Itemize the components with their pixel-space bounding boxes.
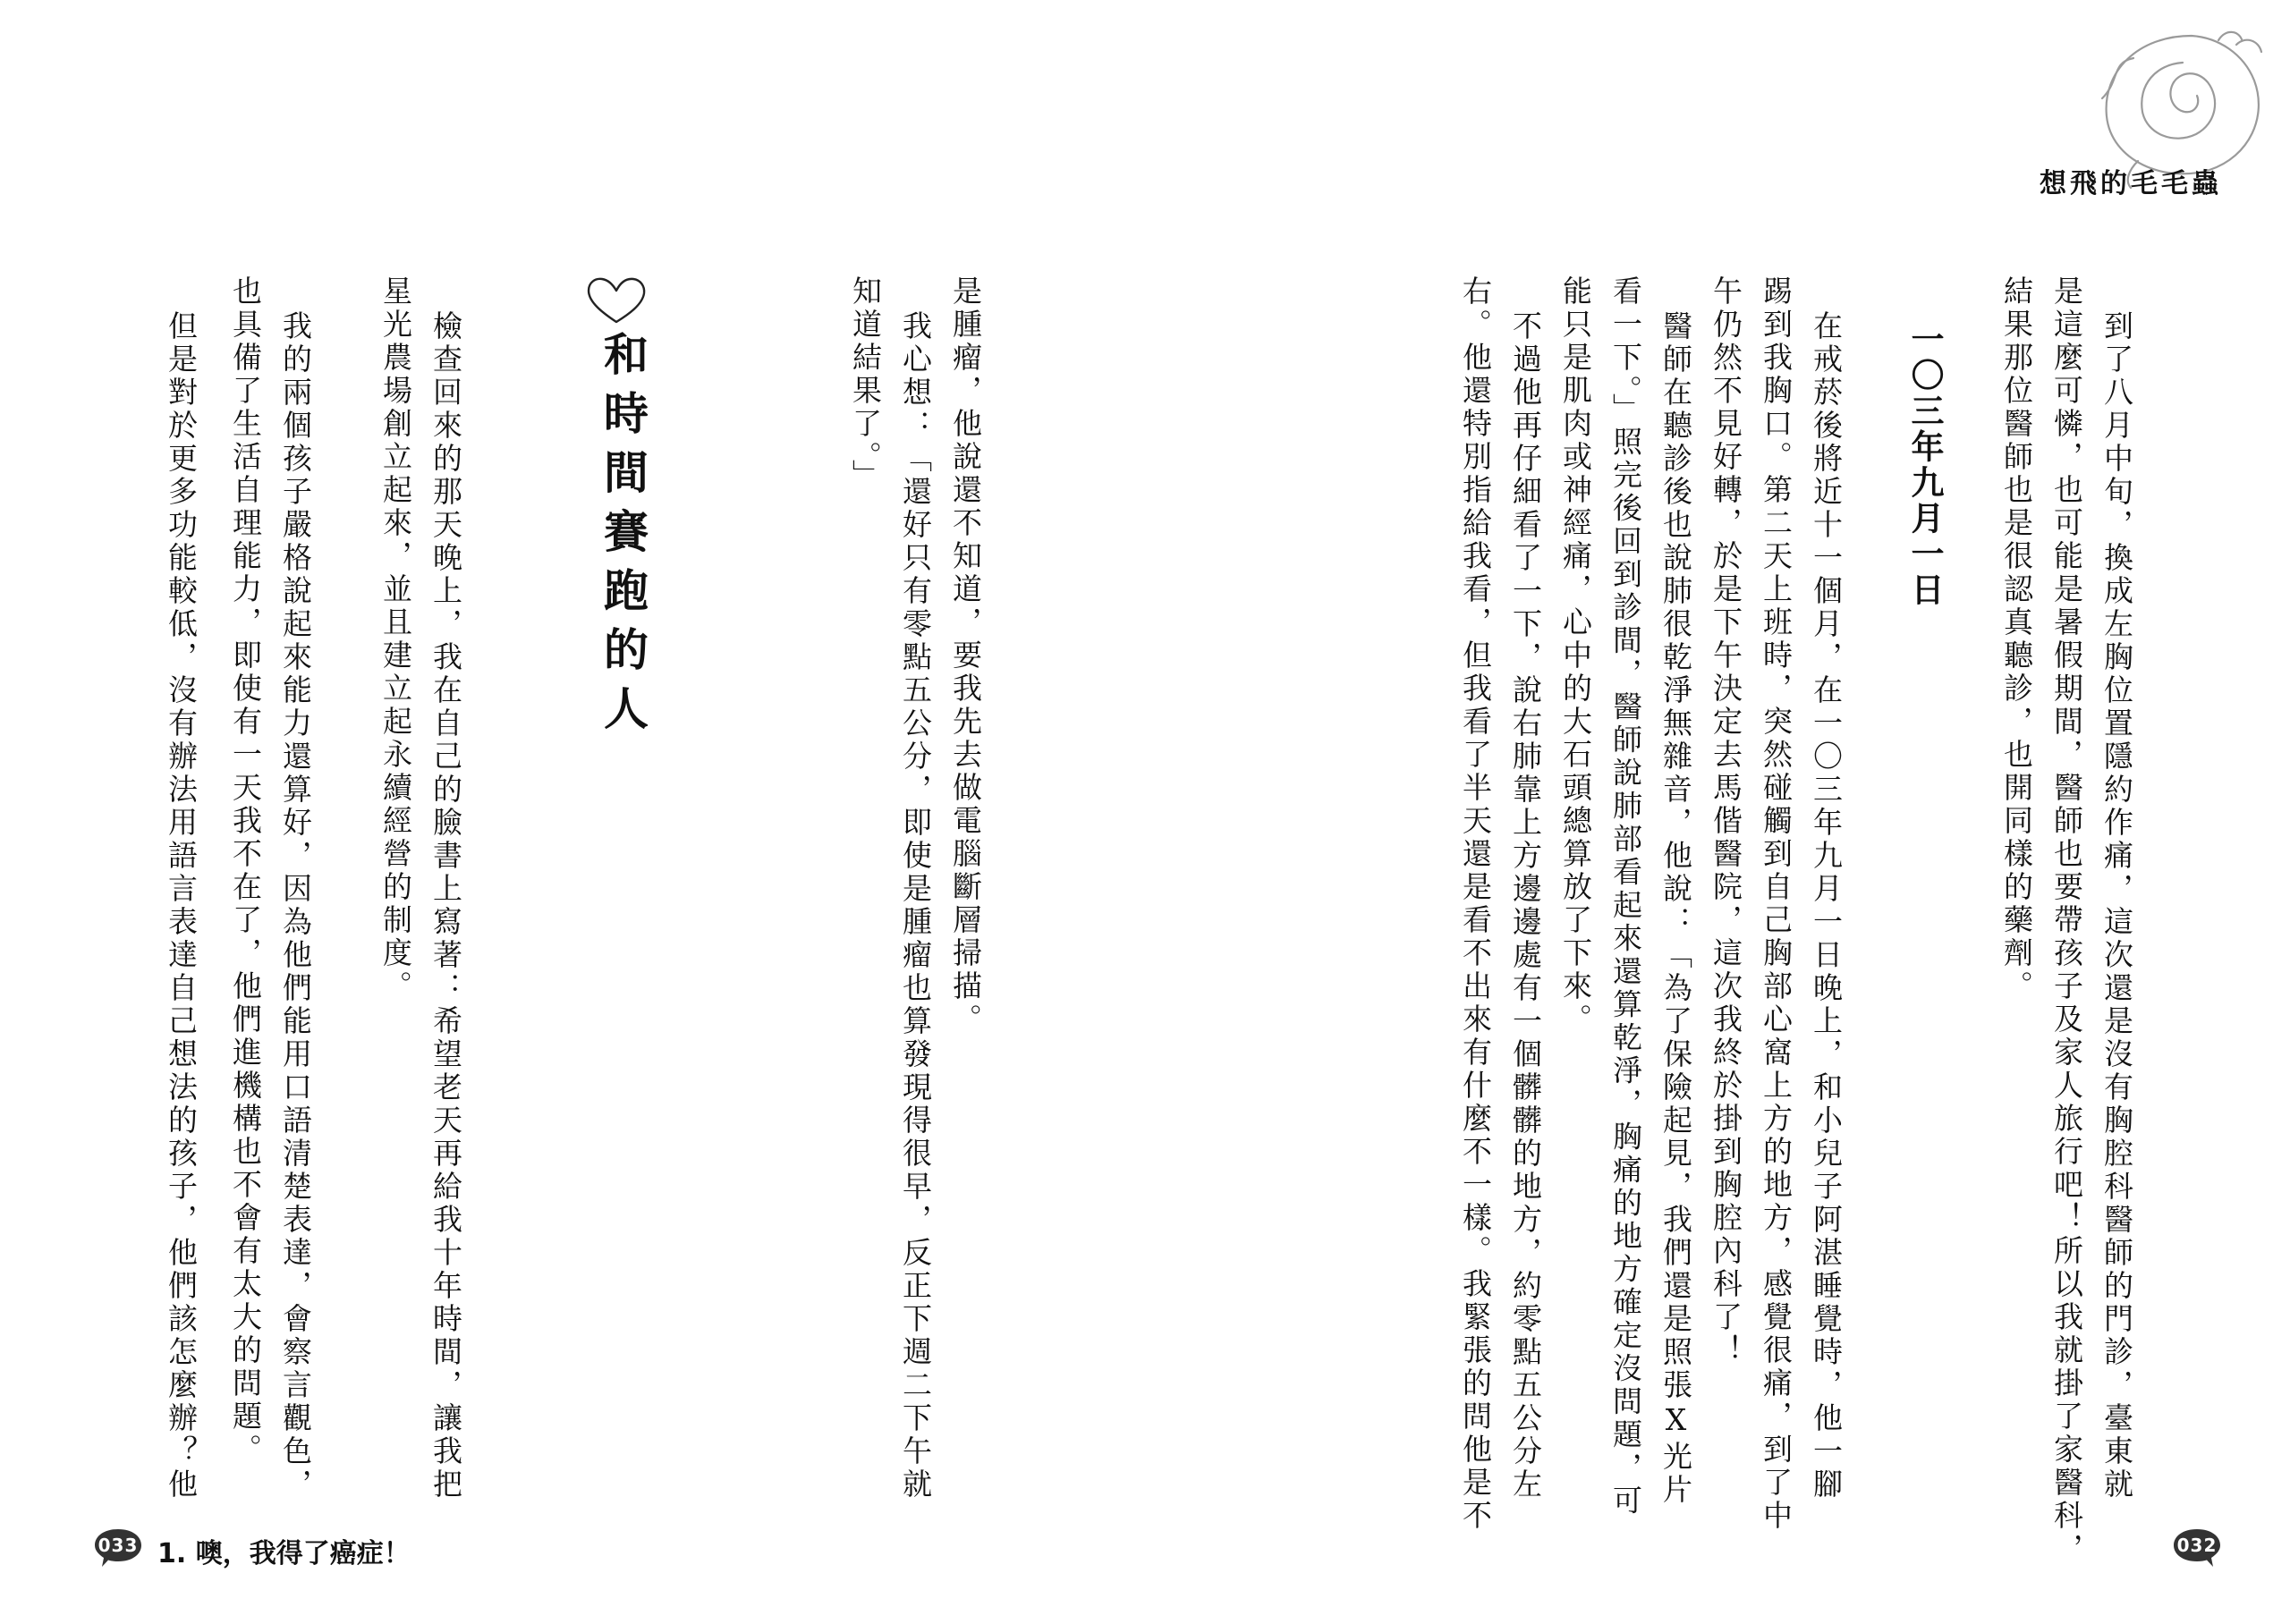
page-number: 032	[2176, 1535, 2218, 1556]
book-title: 想飛的毛毛蟲	[2040, 168, 2222, 199]
running-chapter-label: 1. 噢，我得了癌症！	[157, 1538, 411, 1569]
body-line-13: 我心想：「還好只有零點五公分，即使是腫瘤也算發現得很早，反正下週二下午就	[898, 310, 933, 1501]
body-line-15: 檢查回來的那天晚上，我在自己的臉書上寫著：希望老天再給我十年時間，讓我把	[428, 310, 463, 1501]
page-number: 033	[98, 1535, 139, 1556]
right-page	[1145, 0, 2290, 1624]
page-number-badge	[2172, 1527, 2222, 1563]
section-date-heading: 一〇三年九月一日	[1905, 322, 1944, 608]
body-line-16: 星光農場創立起來，並且建立起永續經營的制度。	[378, 275, 413, 1003]
body-line-18: 也具備了生活自理能力，即使有一天我不在了，他們進機構也不會有太大的問題。	[228, 275, 263, 1467]
body-line-7: 醫師在聽診後也說肺很乾淨無雜音，他說：「為了保險起見，我們還是照張X光片	[1658, 310, 1693, 1507]
body-line-11: 右。他還特別指給我看，但我看了半天還是看不出來有什麼不一樣。我緊張的問他是不	[1458, 275, 1493, 1533]
body-line-12: 是腫瘤，他說還不知道，要我先去做電腦斷層掃描。	[948, 275, 983, 1036]
body-line-3: 結果那位醫師也是很認真聽診，也開同樣的藥劑。	[1999, 275, 2034, 1003]
body-line-19: 但是對於更多功能較低，沒有辦法用語言表達自己想法的孩子，他們該怎麼辦？他	[164, 310, 199, 1501]
heart-outline-icon	[585, 275, 648, 327]
body-line-9: 能只是肌肉或神經痛，心中的大石頭總算放了下來。	[1558, 275, 1593, 1036]
body-line-8: 看一下。」照完後回到診間，醫師說肺部看起來還算乾淨，胸痛的地方確定沒問題，可	[1608, 275, 1643, 1518]
body-line-4: 在戒菸後將近十一個月，在一〇三年九月一日晚上，和小兒子阿湛睡覺時，他一腳	[1809, 310, 1844, 1501]
page-number-badge-left	[93, 1527, 143, 1563]
body-line-17: 我的兩個孩子嚴格說起來能力還算好，因為他們能用口語清楚表達，會察言觀色，	[278, 310, 313, 1501]
body-line-2: 是這麼可憐，也可能是暑假期間，醫師也要帶孩子及家人旅行吧！所以我就掛了家醫科，	[2049, 275, 2084, 1566]
chapter-title: 和時間賽跑的人	[597, 331, 649, 744]
body-line-1: 到了八月中旬，換成左胸位置隱約作痛，這次還是沒有胸腔科醫師的門診，臺東就	[2099, 310, 2134, 1501]
body-line-6: 午仍然不見好轉，於是下午決定去馬偕醫院，這次我終於掛到胸腔內科了！	[1709, 275, 1743, 1367]
body-line-14: 知道結果了。」	[848, 275, 883, 493]
body-line-10: 不過他再仔細看了一下，說右肺靠上方邊邊處有一個髒髒的地方，約零點五公分左	[1508, 310, 1543, 1501]
body-line-5: 踢到我胸口。第二天上班時，突然碰觸到自己胸部心窩上方的地方，感覺很痛，到了中	[1759, 275, 1794, 1533]
